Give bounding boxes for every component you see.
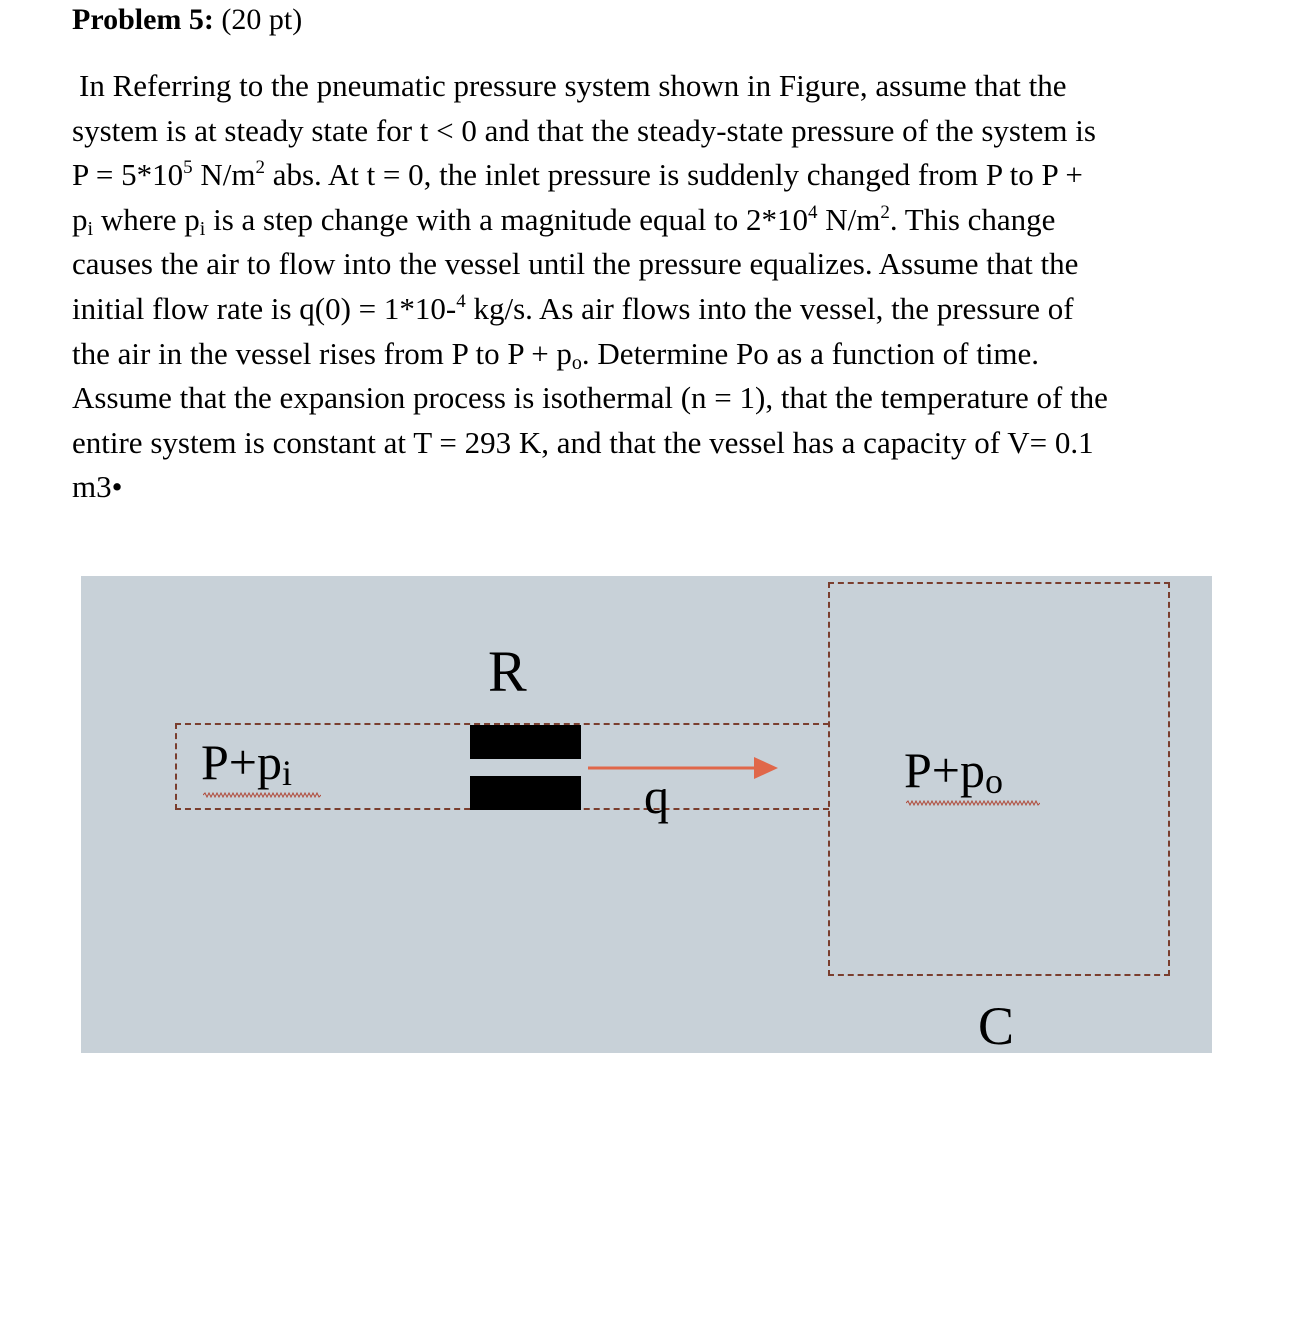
flow-label: q bbox=[644, 768, 669, 824]
problem-statement bbox=[72, 64, 1222, 510]
statement-line-9: entire system is constant at T = 293 K, and that the vessel has a capacity of V= 0.1 bbox=[72, 424, 1094, 460]
problem-heading: Problem 5: bbox=[72, 3, 214, 36]
problem-points: (20 pt) bbox=[221, 3, 303, 36]
statement-line-10: m3• bbox=[72, 469, 123, 505]
statement-line-3: $P = 5*10^5$ $N/m^2$ abs. At t = 0, the inlet pressure is suddenly changed from P to P + bbox=[72, 157, 1083, 193]
statement-line-7: the air in the vessel rises from P to $P + p_o$. Determine Po as a function of time. bbox=[72, 335, 1040, 374]
outlet-spellcheck-underline bbox=[906, 800, 1040, 806]
problem-title bbox=[72, 0, 302, 40]
restrictor-top-plate bbox=[470, 725, 581, 759]
statement-line-8: Assume that the expansion process is isothermal (n = 1), that the temperature of the bbox=[72, 380, 1108, 416]
flow-arrow bbox=[588, 756, 778, 780]
statement-line-2: system is at steady state for t < 0 and that the steady-state pressure of the system is bbox=[72, 112, 1096, 148]
statement-line-1: In Referring to the pneumatic pressure system shown in Figure, assume that the bbox=[79, 68, 1067, 103]
statement-line-5: causes the air to flow into the vessel until the pressure equalizes. Assume that the bbox=[72, 246, 1079, 282]
capacitance-label: C bbox=[978, 996, 1015, 1056]
resistance-label: R bbox=[488, 639, 527, 704]
restrictor-bottom-plate bbox=[470, 776, 581, 810]
inlet-spellcheck-underline bbox=[203, 792, 321, 798]
pneumatic-system-figure bbox=[81, 576, 1212, 1056]
statement-line-4: $p_i$ where $p_i$ is a step change with a magnitude equal to $2*10^4$ $N/m^2$. This change bbox=[72, 201, 1056, 240]
statement-line-6: initial flow rate is q(0) = 1*10-$^4$ kg/s. As air flows into the vessel, the pressure of bbox=[72, 290, 1074, 326]
outlet-pressure-label: P+po bbox=[904, 742, 1004, 801]
inlet-pressure-label: P+pi bbox=[201, 734, 293, 793]
